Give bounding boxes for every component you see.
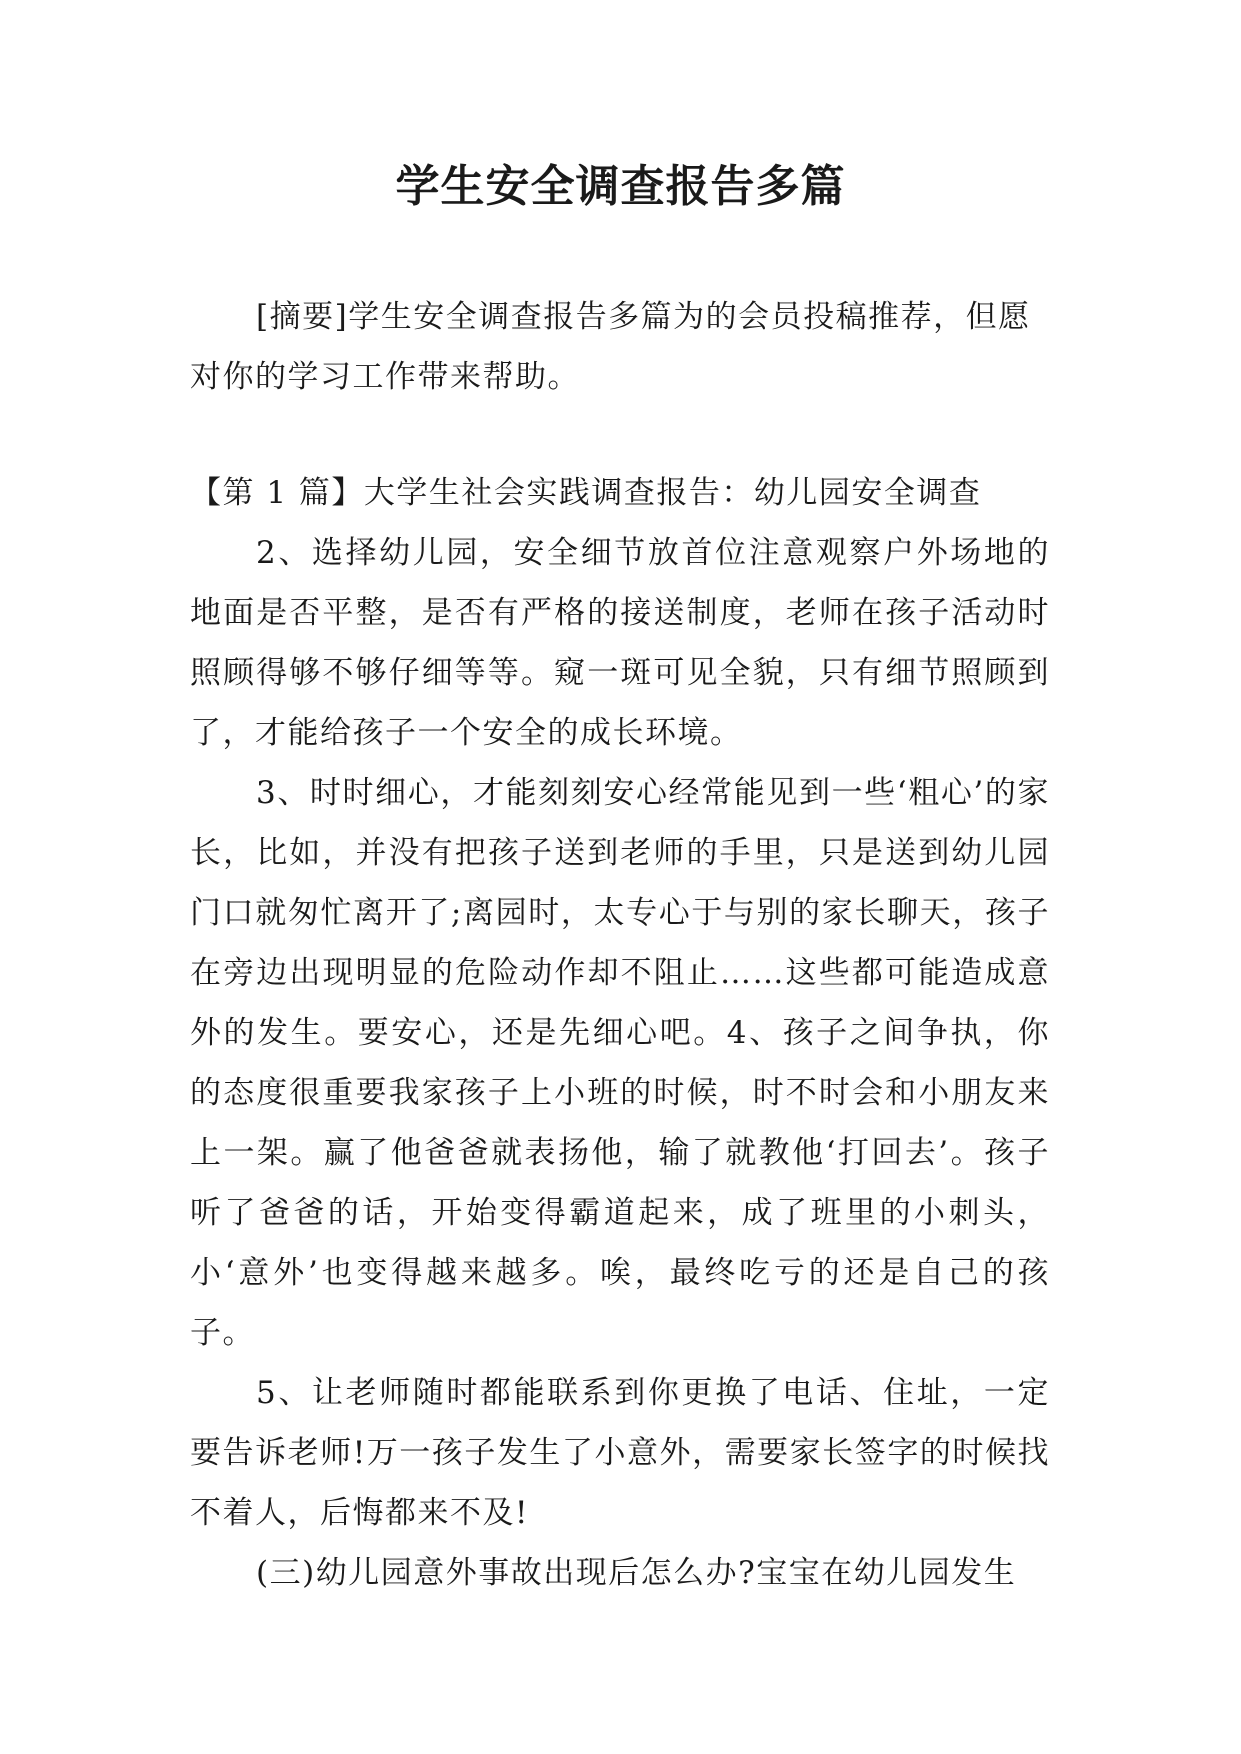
abstract-paragraph: [摘要]学生安全调查报告多篇为的会员投稿推荐，但愿对你的学习工作带来帮助。 — [190, 299, 1031, 395]
section-body — [190, 463, 1050, 1603]
paragraph: 5、让老师随时都能联系到你更换了电话、住址，一定要告诉老师!万一孩子发生了小意外，需要家长签字的时候找不着人，后悔都来不及! — [190, 1375, 1050, 1531]
paragraph: 3、时时细心，才能刻刻安心经常能见到一些‘粗心’的家长，比如，并没有把孩子送到老师的手里，只是送到幼儿园门口就匆忙离开了;离园时，太专心于与别的家长聊天，孩子在旁边出现明显的危险动作却不阻止……这些都可能造成意外的发生。要安心，还是先细心吧。4、孩子之间争执，你的态度很重要我家孩子上小班的时候，时不时会和小朋友来上一架。赢了他爸爸就表扬他，输了就教他‘打回去’。孩子听了爸爸的话，开始变得霸道起来，成了班里的小刺头，小‘意外’也变得越来越多。唉，最终吃亏的还是自己的孩子。 — [190, 775, 1050, 1351]
paragraph: 2、选择幼儿园，安全细节放首位注意观察户外场地的地面是否平整，是否有严格的接送制度，老师在孩子活动时照顾得够不够仔细等等。窥一斑可见全貌，只有细节照顾到了，才能给孩子一个安全的成长环境。 — [190, 535, 1050, 751]
paragraph: (三)幼儿园意外事故出现后怎么办?宝宝在幼儿园发生 — [256, 1555, 1017, 1591]
page-title: 学生安全调查报告多篇 — [395, 161, 846, 212]
section-heading: 【第 1 篇】大学生社会实践调查报告：幼儿园安全调查 — [190, 475, 982, 511]
